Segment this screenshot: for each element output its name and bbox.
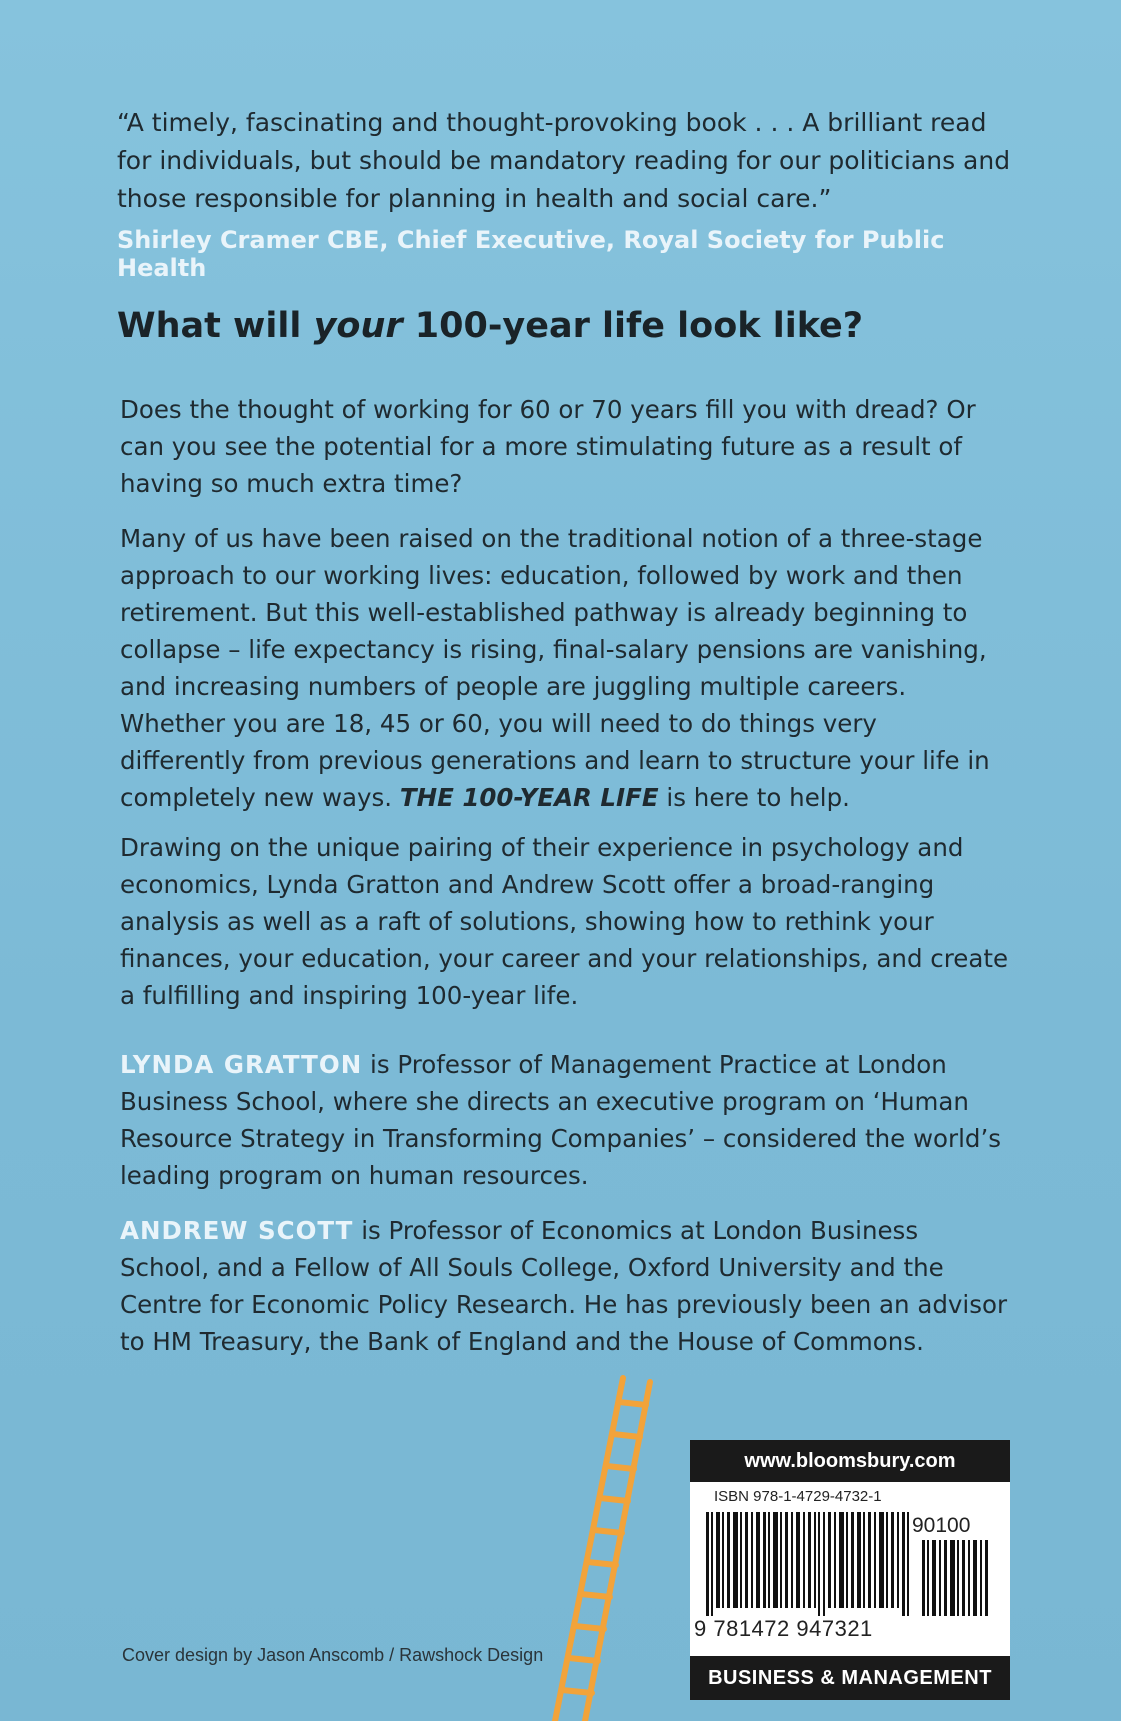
author-name: ANDREW SCOTT (120, 1216, 354, 1245)
author-name: LYNDA GRATTON (120, 1050, 363, 1079)
book-title-mention: THE 100-YEAR LIFE (399, 783, 659, 812)
isbn-label: ISBN 978-1-4729-4732-1 (714, 1488, 882, 1505)
author-bio-andrew-scott (120, 1212, 1010, 1360)
price-code: 90100 (912, 1514, 971, 1537)
author-bio-lynda-gratton (120, 1046, 1010, 1194)
review-attribution: Shirley Cramer CBE, Chief Executive, Royal Society for Public Health (117, 226, 945, 282)
blurb-paragraph-2 (120, 520, 1010, 816)
barcode-panel (690, 1440, 1010, 1700)
headline (117, 306, 1017, 346)
blurb-paragraph-2-end: is here to help. (658, 783, 850, 812)
cover-design-credit: Cover design by Jason Anscomb / Rawshock Design (122, 1645, 544, 1665)
author-bio-text: is Professor of Management Practice at London Business School, where she directs an executive program on ‘Human Resource Strategy in Transforming Companies’ – considered the world’s leading program on human resources. (120, 1050, 1002, 1190)
blurb-paragraph-3: Drawing on the unique pairing of their experience in psychology and economics, Lynda Gratton and Andrew Scott offer a broad-ranging analysis as well as a raft of solutions, showing how to rethink your finances, your education, your career and your relationships, and create a fulfilling and inspiring 100-year life. (120, 833, 1009, 1010)
headline-start: What will (117, 306, 314, 346)
headline-emphasis: your (313, 306, 403, 346)
author-bio-text: is Professor of Economics at London Business School, and a Fellow of All Souls College, Oxford University and the Centre for Economic Policy Research. He has previously been an advisor to HM Treasury, the Bank of England and the House of Commons. (120, 1216, 1008, 1356)
blurb-paragraph-2-text: Many of us have been raised on the traditional notion of a three-stage approach to our working lives: education, followed by work and then retirement. But this well-established pathway is already beginning to collapse – life expectancy is rising, final-salary pensions are vanishing, and increasing numbers of people are juggling multiple careers. Whether you are 18, 45 or 60, you will need to do things very differently from previous generations and learn to structure your life in completely new ways. (120, 524, 990, 812)
publisher-website: www.bloomsbury.com (690, 1440, 1010, 1482)
headline-end: 100-year life look like? (402, 306, 864, 346)
category-label: BUSINESS & MANAGEMENT (690, 1656, 1010, 1700)
review-quote: “A timely, fascinating and thought-provoking book . . . A brilliant read for individuals, but should be mandatory reading for our politicians and those responsible for planning in health and social care.” (117, 108, 1011, 213)
barcode-number: 9 781472 947321 (694, 1616, 873, 1641)
blurb-paragraph-1: Does the thought of working for 60 or 70 years fill you with dread? Or can you see the potential for a more stimulating future as a result of having so much extra time? (120, 395, 976, 498)
